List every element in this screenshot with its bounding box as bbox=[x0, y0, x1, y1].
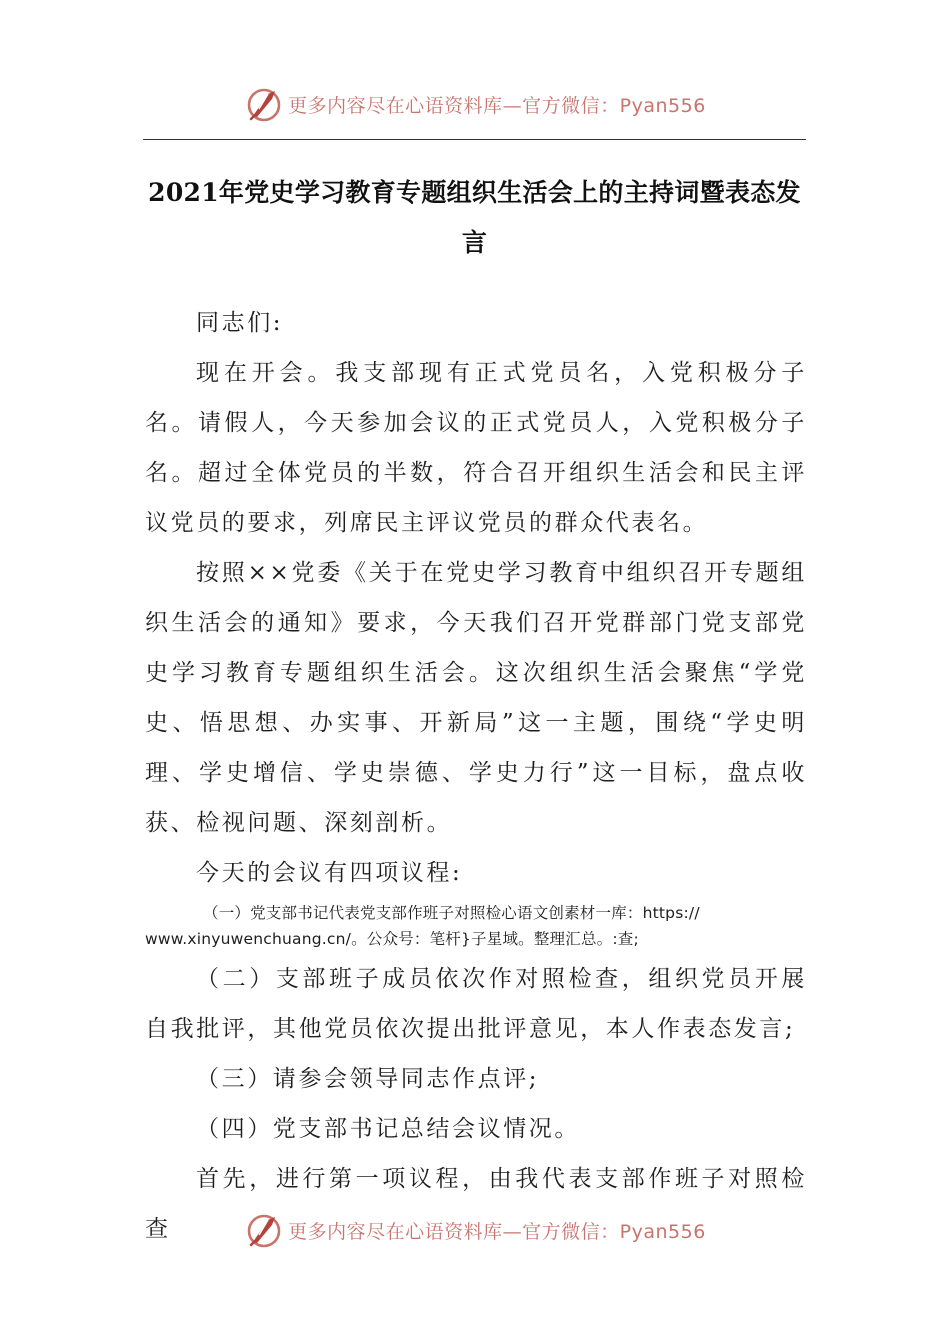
agenda-item-1-line1: （一）党支部书记代表党支部作班子对照检心语文创素材一库：https:// bbox=[203, 904, 700, 922]
header-wechat-id: Pyan556 bbox=[619, 94, 706, 117]
header-divider bbox=[143, 139, 806, 140]
page-header bbox=[0, 82, 950, 126]
salutation: 同志们: bbox=[196, 310, 284, 336]
footer-brand-text: 更多内容尽在心语资料库—官方微信：Pyan556 bbox=[288, 1220, 706, 1243]
document-title: 2021年党史学习教育专题组织生活会上的主持词暨表态发言 bbox=[148, 178, 801, 257]
agenda-item-1 bbox=[145, 900, 807, 952]
page-footer bbox=[0, 1208, 950, 1252]
paragraph-purpose: 按照××党委《关于在党史学习教育中组织召开专题组织生活会的通知》要求，今天我们召开党群部门党支部党史学习教育专题组织生活会。这次组织生活会聚焦“学党史、悟思想、办实事、开新局”这一主题，围绕“学史明理、学史增信、学史崇德、学史力行”这一目标，盘点收获、检视问题、深刻剖析。 bbox=[145, 560, 807, 836]
agenda-item-3: （三）请参会领导同志作点评; bbox=[196, 1066, 540, 1092]
paragraph-attendance: 现在开会。我支部现有正式党员名，入党积极分子名。请假人，今天参加会议的正式党员人，入党积极分子名。超过全体党员的半数，符合召开组织生活会和民主评议党员的要求，列席民主评议党员的群众代表名。 bbox=[145, 360, 807, 536]
footer-wechat-id: Pyan556 bbox=[619, 1220, 706, 1243]
agenda-item-1-line2: www.xinyuwenchuang.cn/。公众号：笔杆}子星域。整理汇总。:查; bbox=[145, 930, 639, 948]
agenda-item-4: （四）党支部书记总结会议情况。 bbox=[196, 1116, 580, 1142]
header-brand-text: 更多内容尽在心语资料库—官方微信：Pyan556 bbox=[288, 94, 706, 117]
quill-pen-logo-icon bbox=[244, 84, 284, 124]
document-body bbox=[145, 298, 807, 1254]
paragraph-first-item: 首先，进行第一项议程，由我代表支部作班子对照检查 bbox=[145, 1166, 807, 1242]
paragraph-agenda-intro: 今天的会议有四项议程: bbox=[196, 860, 463, 886]
quill-pen-logo-icon bbox=[244, 1210, 284, 1250]
agenda-item-2: （二）支部班子成员依次作对照检查，组织党员开展自我批评，其他党员依次提出批评意见，本人作表态发言; bbox=[145, 966, 807, 1042]
